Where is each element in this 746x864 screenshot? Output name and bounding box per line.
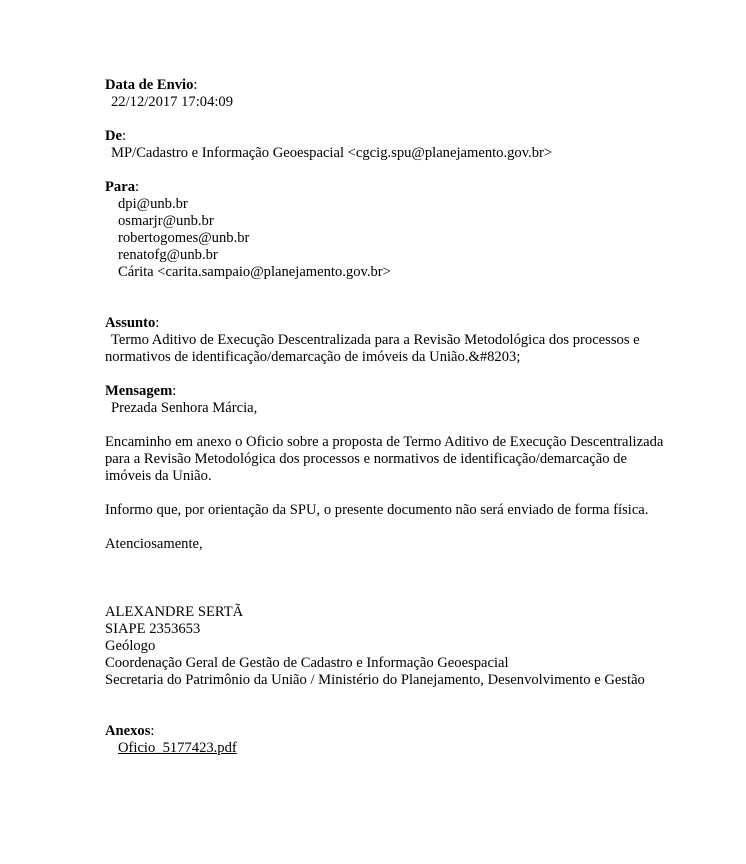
subject-label-colon: : <box>155 315 160 331</box>
to-label-line <box>105 179 724 196</box>
paragraph-line: para a Revisão Metodológica dos processos e normativos de identificação/demarcação de <box>105 451 627 467</box>
from-value: MP/Cadastro e Informação Geoespacial <cgcig.spu@planejamento.gov.br> <box>111 145 553 161</box>
paragraph-line: Informo que, por orientação da SPU, o presente documento não será enviado de forma física. <box>105 502 649 518</box>
attachments-label: Anexos <box>105 723 151 739</box>
from-section <box>105 128 724 162</box>
message-label-line <box>105 383 724 400</box>
subject-section <box>105 315 724 366</box>
recipient-item: osmarjr@unb.br <box>118 213 214 229</box>
message-label-colon: : <box>172 383 177 399</box>
subject-label: Assunto <box>105 315 156 331</box>
recipient-item: robertogomes@unb.br <box>118 230 250 246</box>
subject-text-line: Termo Aditivo de Execução Descentralizada para a Revisão Metodológica dos processos e <box>111 332 640 348</box>
paragraph-line: imóveis da União. <box>105 468 212 484</box>
attachments-section <box>105 723 724 757</box>
to-label: Para <box>105 179 135 195</box>
signature-siape: SIAPE 2353653 <box>105 621 201 637</box>
recipient-item: Cárita <carita.sampaio@planejamento.gov.br> <box>118 264 391 280</box>
signature-department: Coordenação Geral de Gestão de Cadastro e Informação Geoespacial <box>105 655 509 671</box>
signature-title: Geólogo <box>105 638 156 654</box>
message-label: Mensagem <box>105 383 173 399</box>
from-label-line <box>105 128 724 145</box>
from-label: De <box>105 128 123 144</box>
signature-block <box>105 604 724 689</box>
to-section <box>105 179 724 281</box>
sent-label-colon: : <box>193 77 198 93</box>
attachment-link[interactable]: Oficio_5177423.pdf <box>118 740 237 756</box>
attachments-label-line <box>105 723 724 740</box>
subject-label-line <box>105 315 724 332</box>
message-paragraph <box>105 434 724 485</box>
sent-section <box>105 77 724 111</box>
message-closing <box>105 536 724 553</box>
recipient-item: dpi@unb.br <box>118 196 188 212</box>
sent-value: 22/12/2017 17:04:09 <box>111 94 234 110</box>
message-paragraph <box>105 502 724 519</box>
signature-name: ALEXANDRE SERTÃ <box>105 604 244 620</box>
recipient-item: renatofg@unb.br <box>118 247 218 263</box>
attachment-item <box>105 740 724 757</box>
paragraph-line: Encaminho em anexo o Oficio sobre a proposta de Termo Aditivo de Execução Descentralizada <box>105 434 664 450</box>
subject-text-line: normativos de identificação/demarcação de imóveis da União.&#8203; <box>105 349 521 365</box>
from-label-colon: : <box>122 128 127 144</box>
sent-label: Data de Envio <box>105 77 194 93</box>
attachments-label-colon: : <box>150 723 155 739</box>
signature-org: Secretaria do Patrimônio da União / Ministério do Planejamento, Desenvolvimento e Gestão <box>105 672 645 688</box>
message-greeting: Prezada Senhora Márcia, <box>111 400 258 416</box>
closing-line: Atenciosamente, <box>105 536 203 552</box>
to-label-colon: : <box>135 179 140 195</box>
message-section <box>105 383 724 689</box>
sent-label-line <box>105 77 724 94</box>
